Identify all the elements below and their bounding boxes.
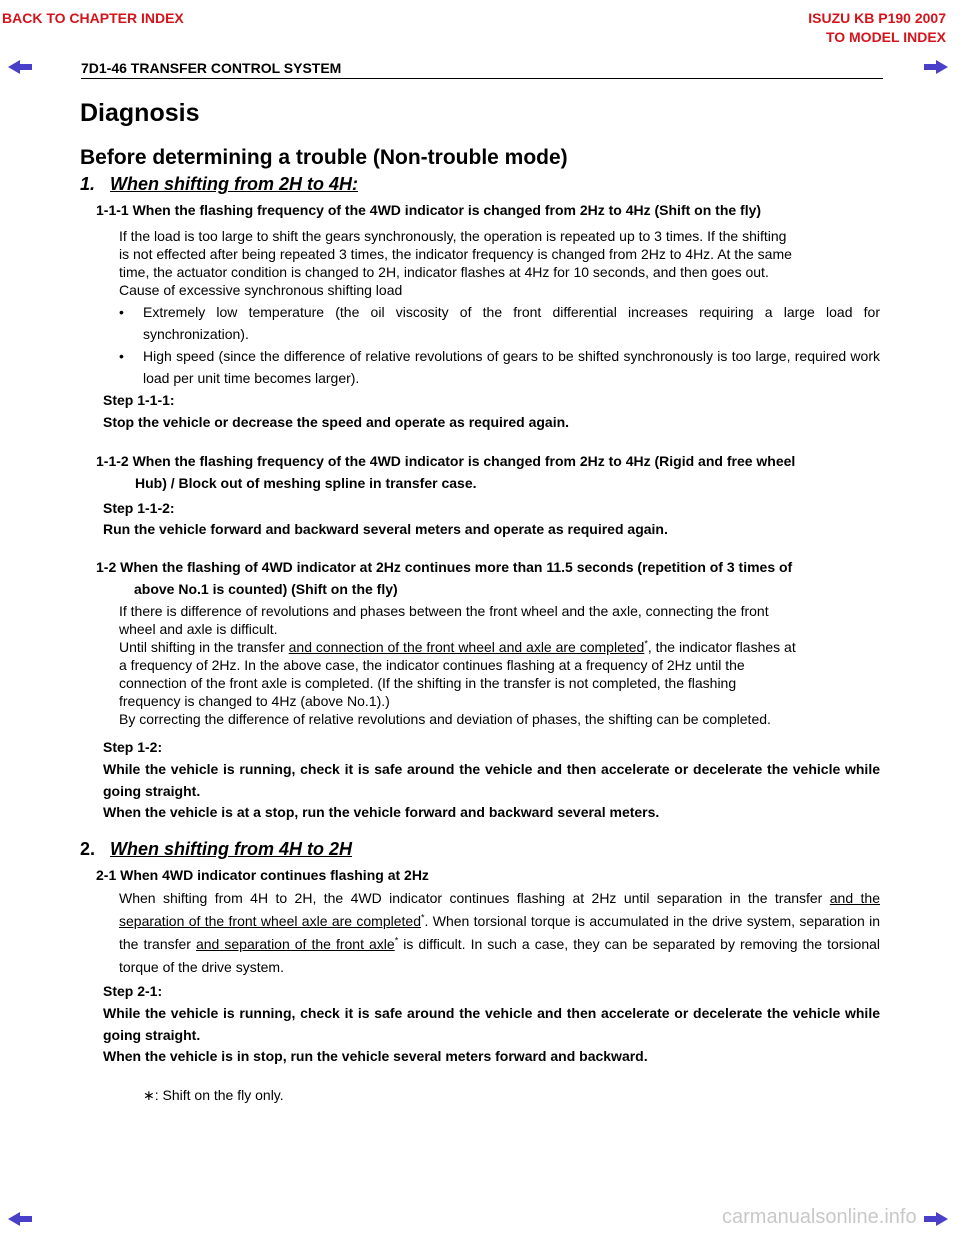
- text-line: Cause of excessive synchronous shifting load: [119, 282, 403, 298]
- footnote-marker: *: [644, 638, 648, 649]
- step-1-2-text: While the vehicle is running, check it is safe around the vehicle and then accelerate or decelerate the vehicle while going straight.: [103, 761, 880, 799]
- text-line: If the load is too large to shift the gears synchronously, the operation is repeated up to 3 times. If the shifting: [119, 228, 787, 244]
- text-fragment: is difficult. In such a case, they can be separated by removing the torsional torque of the drive system.: [119, 936, 880, 975]
- bullet-icon: •: [119, 348, 124, 364]
- header-rule: [81, 78, 883, 79]
- section-2-title: When shifting from 4H to 2H: [110, 839, 353, 859]
- watermark: carmanualsonline.info: [722, 1206, 917, 1228]
- prev-page-arrow-icon[interactable]: [8, 60, 32, 74]
- footnote: ∗: Shift on the fly only.: [143, 1087, 284, 1103]
- section-2-number: 2.: [80, 839, 96, 859]
- subsection-2-1-body: [119, 887, 880, 979]
- next-page-arrow-icon-bottom[interactable]: [924, 1212, 948, 1226]
- subsection-1-1-2-title: [96, 450, 896, 494]
- step-1-2-label: Step 1-2:: [103, 739, 163, 755]
- bullet-text: High speed (since the difference of relative revolutions of gears to be shifted synchronously is too large, required work load per unit time becomes larger).: [143, 348, 880, 386]
- title-line: 1-2 When the flashing of 4WD indicator at 2Hz continues more than 11.5 seconds (repetition of 3 times of: [96, 559, 793, 575]
- prev-page-arrow-icon-bottom[interactable]: [8, 1212, 32, 1226]
- step-1-2-text-2: When the vehicle is at a stop, run the vehicle forward and backward several meters.: [103, 804, 660, 820]
- text-line: If there is difference of revolutions and phases between the front wheel and the axle, connecting the front: [119, 603, 769, 619]
- bullet-icon: •: [119, 304, 124, 320]
- step-2-1-label: Step 2-1:: [103, 983, 163, 999]
- step-1-1-1-text: Stop the vehicle or decrease the speed and operate as required again.: [103, 414, 570, 430]
- text-line: is not effected after being repeated 3 times, the indicator frequency is changed from 2Hz to 4Hz. At the same: [119, 246, 792, 262]
- section-1-title: When shifting from 2H to 4H:: [110, 174, 359, 194]
- text-fragment: When shifting from 4H to 2H, the 4WD indicator continues flashing at 2Hz until separation in the transfer: [119, 890, 830, 906]
- step-2-1-text-2: When the vehicle is in stop, run the vehicle several meters forward and backward.: [103, 1048, 648, 1064]
- text-fragment: . When torsional torque is accumulated in the drive system, separation in the transfer: [119, 913, 880, 952]
- text-line: frequency is changed to 4Hz (above No.1).): [119, 693, 390, 709]
- next-page-arrow-icon[interactable]: [924, 60, 948, 74]
- model-title: ISUZU KB P190 2007: [808, 10, 946, 26]
- bullet-item: [119, 345, 880, 389]
- heading-diagnosis: Diagnosis: [80, 99, 200, 127]
- bullet-item: [119, 301, 880, 345]
- subsection-1-1-1-body: [119, 227, 889, 299]
- underlined-text: and connection of the front wheel and axle are completed: [288, 639, 645, 655]
- heading-before-determining: Before determining a trouble (Non-trouble mode): [80, 146, 568, 169]
- subsection-1-2-title: [96, 556, 896, 600]
- subsection-1-2-body: [119, 602, 889, 728]
- step-1-1-1-label: Step 1-1-1:: [103, 392, 175, 408]
- subsection-1-1-1-title: 1-1-1 When the flashing frequency of the 4WD indicator is changed from 2Hz to 4Hz (Shift on the fly): [96, 202, 762, 218]
- text-line: [119, 638, 889, 656]
- section-1-heading: [80, 174, 358, 195]
- page-header-title: 7D1-46 TRANSFER CONTROL SYSTEM: [81, 60, 342, 76]
- text-line: wheel and axle is difficult.: [119, 621, 278, 637]
- text-fragment: Until shifting in the transfer: [119, 639, 289, 655]
- underlined-text: and separation of the front axle: [195, 936, 395, 952]
- title-line: Hub) / Block out of meshing spline in transfer case.: [135, 475, 477, 491]
- text-line: time, the actuator condition is changed to 2H, indicator flashes at 4Hz for 10 seconds, and then goes out.: [119, 264, 769, 280]
- step-1-1-2-label: Step 1-1-2:: [103, 500, 175, 516]
- subsection-2-1-title: 2-1 When 4WD indicator continues flashing at 2Hz: [96, 867, 429, 883]
- to-model-index-link[interactable]: TO MODEL INDEX: [825, 29, 946, 45]
- section-2-heading: [80, 839, 352, 860]
- text-line: connection of the front axle is completed. (If the shifting in the transfer is not completed, the flashing: [119, 675, 737, 691]
- text-fragment: , the indicator flashes at: [647, 639, 796, 655]
- step-2-1-text: While the vehicle is running, check it is safe around the vehicle and then accelerate or decelerate the vehicle while going straight.: [103, 1005, 880, 1043]
- underlined-text: and the separation of the front wheel axle are completed: [119, 890, 880, 929]
- footnote-marker: *: [394, 935, 399, 946]
- bullet-text: Extremely low temperature (the oil viscosity of the front differential increases requiring a large load for synchronization).: [143, 304, 880, 342]
- footnote-marker: *: [420, 912, 425, 923]
- title-line: 1-1-2 When the flashing frequency of the 4WD indicator is changed from 2Hz to 4Hz (Rigid and free wheel: [96, 453, 796, 469]
- step-1-1-2-text: Run the vehicle forward and backward several meters and operate as required again.: [103, 521, 668, 537]
- section-1-number: 1.: [80, 174, 96, 194]
- back-to-chapter-index-link[interactable]: BACK TO CHAPTER INDEX: [2, 10, 184, 26]
- text-line: By correcting the difference of relative revolutions and deviation of phases, the shifting can be completed.: [119, 711, 771, 727]
- title-line: above No.1 is counted) (Shift on the fly): [134, 581, 398, 597]
- text-line: a frequency of 2Hz. In the above case, the indicator continues flashing at a frequency of 2Hz until the: [119, 657, 745, 673]
